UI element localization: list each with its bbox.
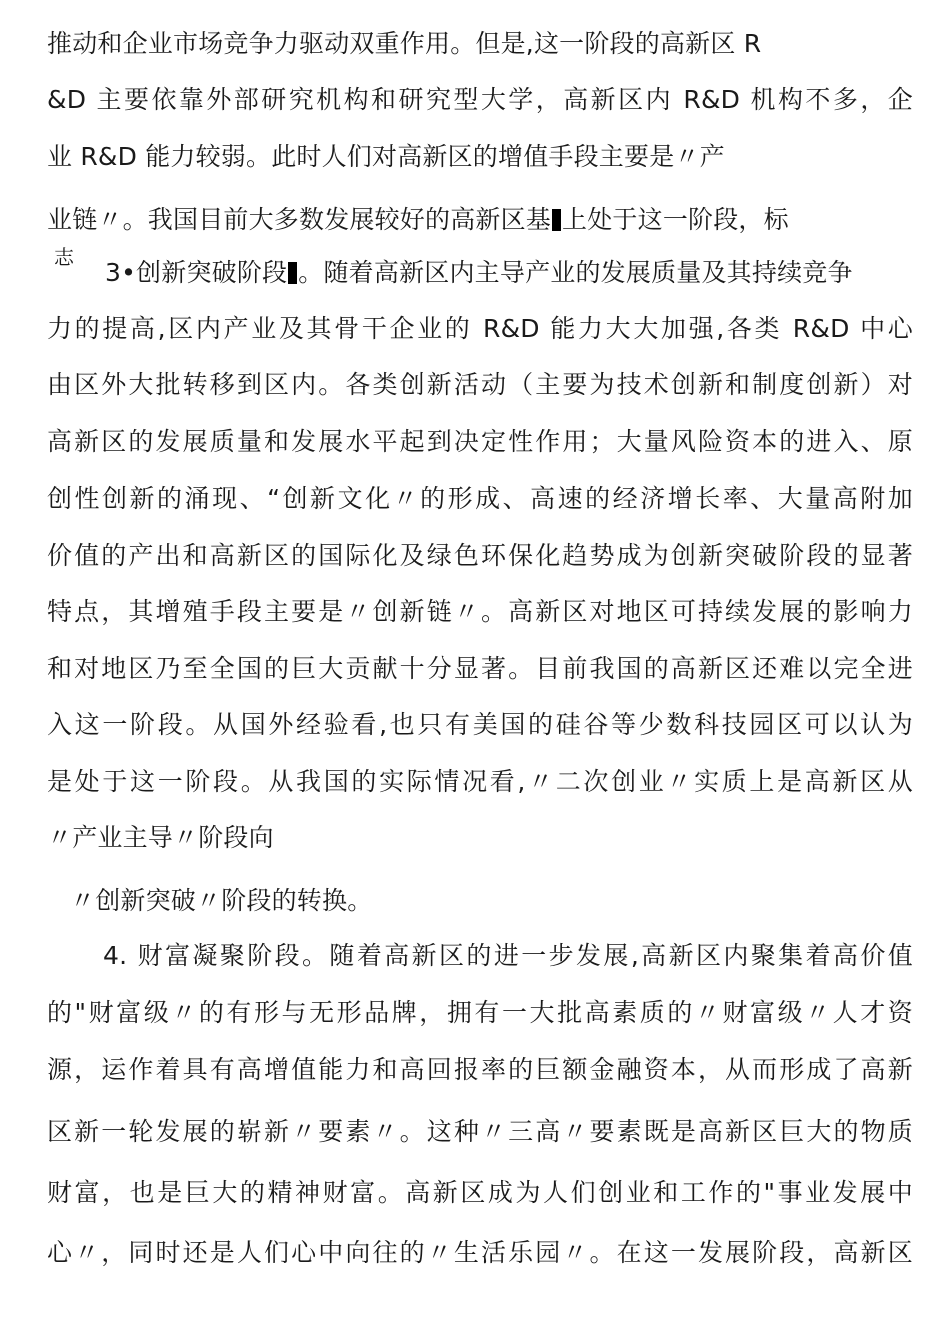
cursor-mark-icon [552,209,561,231]
text-line: 由区外大批转移到区内。各类创新活动（主要为技术创新和制度创新）对 [47,370,913,399]
section-heading: 3•创新突破阶段 [105,258,288,287]
text-fragment: 业链〃。我国目前大多数发展较好的高新区基 [47,205,552,234]
text-fragment: 。随着高新区内主导产业的发展质量及其持续竞争 [298,258,853,287]
text-line: 志 [54,245,75,269]
section-heading-line: 4. 财富凝聚阶段。随着高新区的进一步发展,高新区内聚集着高价值 [103,941,913,970]
text-line: 创性创新的涌现、“创新文化〃的形成、高速的经济增长率、大量高附加 [47,484,913,513]
text-line: 〃产业主导〃阶段向 [47,823,274,852]
text-line: 的"财富级〃的有形与无形品牌，拥有一大批高素质的〃财富级〃人才资 [47,998,913,1027]
text-line: 推动和企业市场竞争力驱动双重作用。但是,这一阶段的高新区 R [47,29,762,58]
text-line: 价值的产出和高新区的国际化及绿色环保化趋势成为创新突破阶段的显著 [47,541,913,570]
text-line: 〃创新突破〃阶段的转换。 [70,886,373,915]
text-line: 业 R&D 能力较弱。此时人们对高新区的增值手段主要是〃产 [47,142,725,171]
text-line [47,205,789,235]
text-line: 心〃，同时还是人们心中向往的〃生活乐园〃。在这一发展阶段，高新区 [47,1238,913,1267]
cursor-mark-icon [288,262,297,284]
text-line: &D 主要依靠外部研究机构和研究型大学，高新区内 R&D 机构不多，企 [47,85,913,114]
text-line: 是处于这一阶段。从我国的实际情况看,〃二次创业〃实质上是高新区从 [47,767,913,796]
text-line: 财富，也是巨大的精神财富。高新区成为人们创业和工作的"事业发展中 [47,1178,913,1207]
section-heading-line [105,258,853,288]
text-fragment: 上处于这一阶段，标 [562,205,789,234]
text-line: 高新区的发展质量和发展水平起到决定性作用；大量风险资本的进入、原 [47,427,913,456]
text-line: 和对地区乃至全国的巨大贡献十分显著。目前我国的高新区还难以完全进 [47,654,913,683]
text-line: 入这一阶段。从国外经验看,也只有美国的硅谷等少数科技园区可以认为 [47,710,913,739]
text-line: 力的提高,区内产业及其骨干企业的 R&D 能力大大加强,各类 R&D 中心 [47,314,913,343]
text-line: 区新一轮发展的崭新〃要素〃。这种〃三高〃要素既是高新区巨大的物质 [47,1117,913,1146]
text-line: 源，运作着具有高增值能力和高回报率的巨额金融资本，从而形成了高新 [47,1055,913,1084]
text-line: 特点，其增殖手段主要是〃创新链〃。高新区对地区可持续发展的影响力 [47,597,913,626]
